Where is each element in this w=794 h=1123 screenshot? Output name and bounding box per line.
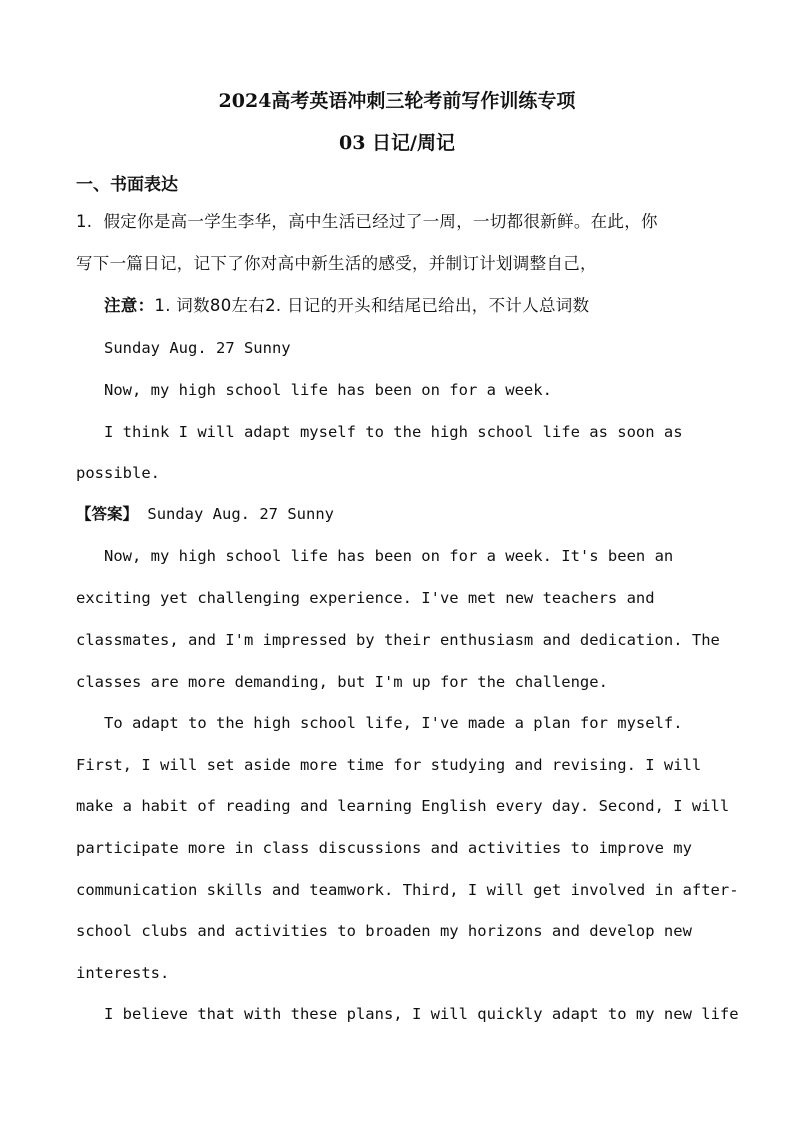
given-end-line-1: I think I will adapt myself to the high school life as soon as [104,423,683,441]
answer-line: classes are more demanding, but I'm up for the challenge. [76,673,608,691]
answer-line: Now, my high school life has been on for a week. It's been an [104,547,674,565]
given-start: Now, my high school life has been on for a week. [104,381,552,399]
question-prompt-text: 假定你是高一学生李华，高中生活已经过了一周，一切都很新鲜。在此，你 [103,212,658,231]
given-end-line-2: possible. [76,464,160,482]
question-prompt-line-2: 写下一篇日记，记下了你对高中新生活的感受，并制订计划调整自己， [76,254,597,273]
answer-line: I believe that with these plans, I will quickly adapt to my new life [104,1005,739,1023]
answer-line: First, I will set aside more time for studying and revising. I will [76,756,702,774]
answer-line: communication skills and teamwork. Third, I will get involved in after- [76,881,739,899]
question-note [104,296,740,316]
answer-label: 【答案】 [76,505,139,523]
answer-date: Sunday Aug. 27 Sunny [147,505,334,523]
note-label: 注意： [104,296,155,315]
answer-line: school clubs and activities to broaden my horizons and develop new [76,922,692,940]
section-heading: 一、书面表达 [76,175,178,195]
answer-line: participate more in class discussions and activities to improve my [76,839,692,857]
answer-line: interests. [76,964,170,982]
question-number: 1. [76,212,93,231]
answer-line: exciting yet challenging experience. I've met new teachers and [76,589,655,607]
answer-line: To adapt to the high school life, I've made a plan for myself. [104,714,683,732]
document-subtitle: 03 日记/周记 [339,132,455,154]
answer-line: make a habit of reading and learning English every day. Second, I will [76,797,730,815]
note-text: 1. 词数80左右2. 日记的开头和结尾已给出，不计人总词数 [154,296,590,315]
answer-line: classmates, and I'm impressed by their enthusiasm and dedication. The [76,631,720,649]
document-title: 2024高考英语冲刺三轮考前写作训练专项 [218,90,576,112]
answer-header [76,504,740,524]
given-date: Sunday Aug. 27 Sunny [104,339,291,357]
question-prompt-line-1 [76,212,740,232]
